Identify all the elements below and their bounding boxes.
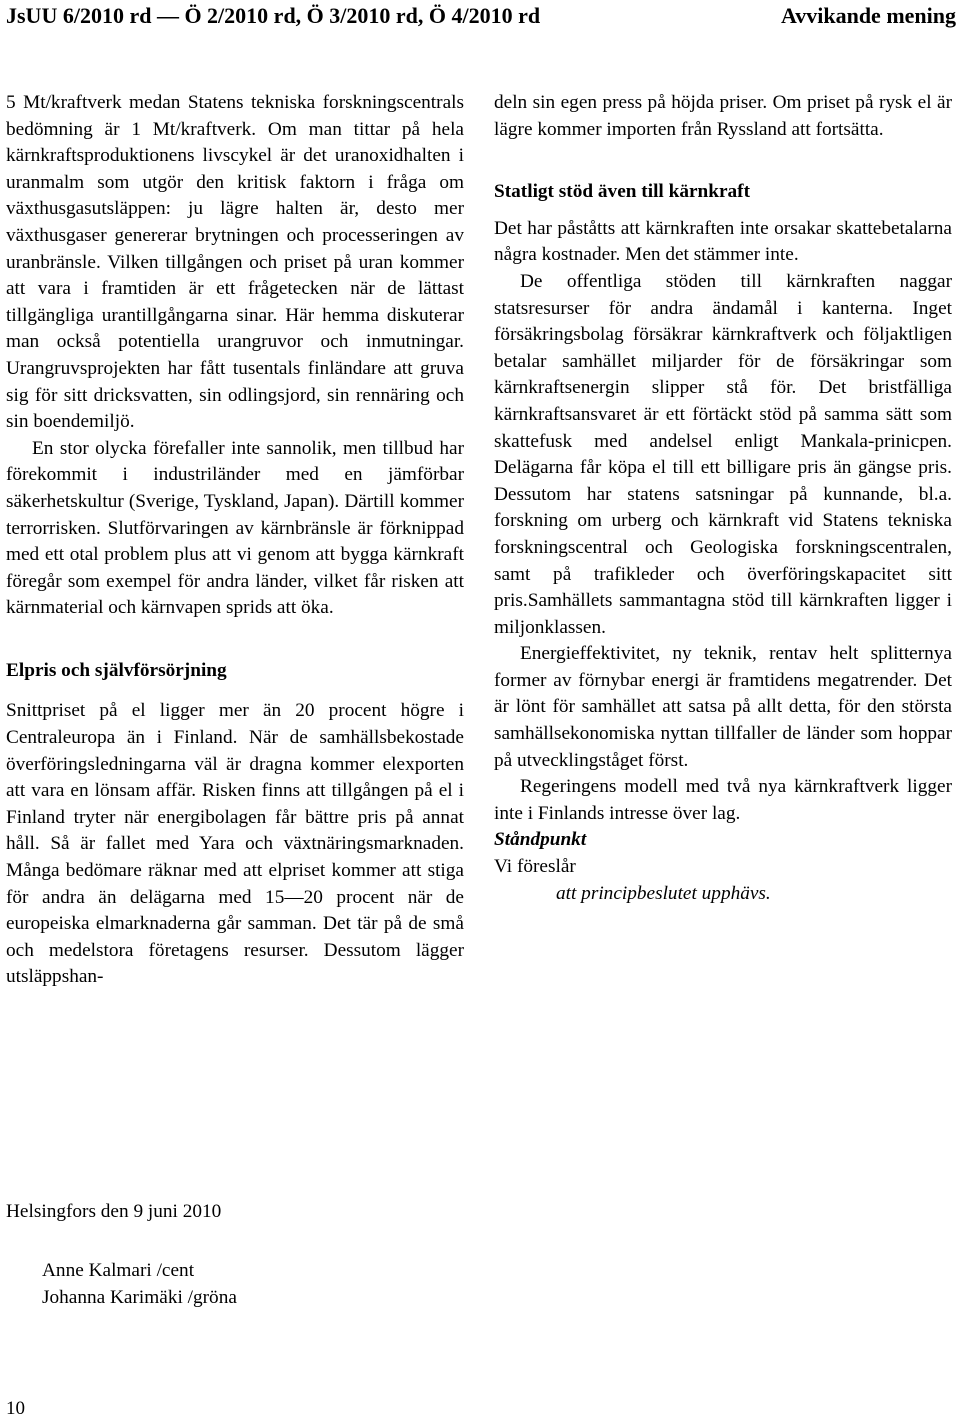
section-heading: Elpris och självförsörjning [6, 659, 227, 681]
body-paragraph: En stor olycka förefaller inte sannolik, men tillbud har förekommit i industriländer med en jämförbar säkerhetskultur (Sverige, Tyskland, Japan). Därtill kommer terrorrisken. Slutförvaringen av kärnbränsle är förknippad med ett otal problem plus att vi genom att bygga kärnkraft föregår som exempel för andra länder, vilket får risken att kärnmaterial och kärnvapen sprids att öka. [6, 437, 464, 619]
body-paragraph: Snittpriset på el ligger mer än 20 procent högre i Centraleuropa än i Finland. När de samhällsbekostade överföringsledningarna väl är dragna kommer elexporten att vara en lönsam affär. Risken finns att tillgången på el i Finland tryter när energibolagen får bättre pris på annat håll. Så är fallet med Yara och växtnäringsmarknaden. Många bedömare räknar med att elpriset kommer att stiga för andra än delägarna med 15—20 procent när de europeiska elmarknaderna går samman. Det tär på de små och medelstora företagens resurser. Dessutom lägger utsläppshan- [6, 700, 464, 988]
signature-name: Johanna Karimäki /gröna [42, 1286, 237, 1308]
body-paragraph: Det har påståtts att kärnkraften inte orsakar skattebetalarna några kostnader. Men det stämmer inte. [494, 217, 952, 266]
body-paragraph: Regeringens modell med två nya kärnkraftverk ligger inte i Finlands intresse över lag. [494, 776, 952, 824]
right-column [494, 90, 952, 907]
running-header-title: JsUU 6/2010 rd — Ö 2/2010 rd, Ö 3/2010 rd, Ö 4/2010 rd [6, 3, 541, 28]
body-paragraph: Energieffektivitet, ny teknik, rentav helt splitternya former av förnybar energi är framtidens megatrender. Det är lönt för samhället att satsa på allt detta, för den största samhällsekonomiska nyttan tillfaller de länder som hoppar på utvecklingståget först. [494, 643, 952, 771]
signature-block [42, 1258, 237, 1311]
page-number: 10 [6, 1398, 25, 1419]
body-paragraph: 5 Mt/kraftverk medan Statens tekniska forskningscentrals bedömning är 1 Mt/kraftverk. Om man tittar på hela kärnkraftsproduktionens livscykel är det uranoxidhalten i uranmalm som utgör den kritisk faktorn i fråga om växthusgasutsläppen: ju lägre halten är, desto mer växthusgaser genererar brytningen och processeringen av uranbränsle. Vilken tillgången och priset på uran kommer att vara i framtiden är ett frågetecken när de lättast tillgängliga urantillgångarna sinar. Här hemma diskuterar man också potentiella urangruvor och inmutningar. Urangruvsprojekten har fått tusentals finländare att gruva sig för sitt dricksvatten, sin odlingsjord, sin rennäring och sin boendemiljö. [6, 92, 464, 433]
place-and-date: Helsingfors den 9 juni 2010 [6, 1201, 222, 1222]
running-header-section: Avvikande mening [780, 3, 956, 28]
left-column [6, 90, 464, 991]
body-paragraph-continuation: deln sin egen press på höjda priser. Om priset på rysk el är lägre kommer importen från Ryssland att fortsätta. [494, 92, 952, 140]
signature-name: Anne Kalmari /cent [42, 1260, 195, 1281]
body-paragraph: De offentliga stöden till kärnkraften naggar statsresurser för andra ändamål i kanterna. Inget försäkringsbolag försäkrar kärnkraftverk och följaktligen betalar samhället miljarder för de försäkringar som kärnkraftsenergin slipper stå för. Det bristfälliga kärnkraftsansvaret är ett förtäckt stöd på samma sätt som skattefusk med andelsel enligt Mankala-prinicpen. Delägarna får köpa el till ett billigare pris än gängse pris. Dessutom har statens satsningar på kunnande, bl.a. forskning om urberg och kärnkraft vid Statens tekniska forskningscentral och Geologiska forskningscentralen, samt på trafikleder och överföringskapacitet sitt pris.Samhällets sammantagna stöd till kärnkraften ligger i miljonklassen. [494, 270, 952, 638]
standpoint-proposal: att principbeslutet upphävs. [556, 882, 771, 904]
standpoint-heading: Ståndpunkt [494, 829, 587, 851]
section-heading: Statligt stöd även till kärnkraft [494, 181, 751, 203]
standpoint-lead: Vi föreslår [494, 856, 576, 878]
